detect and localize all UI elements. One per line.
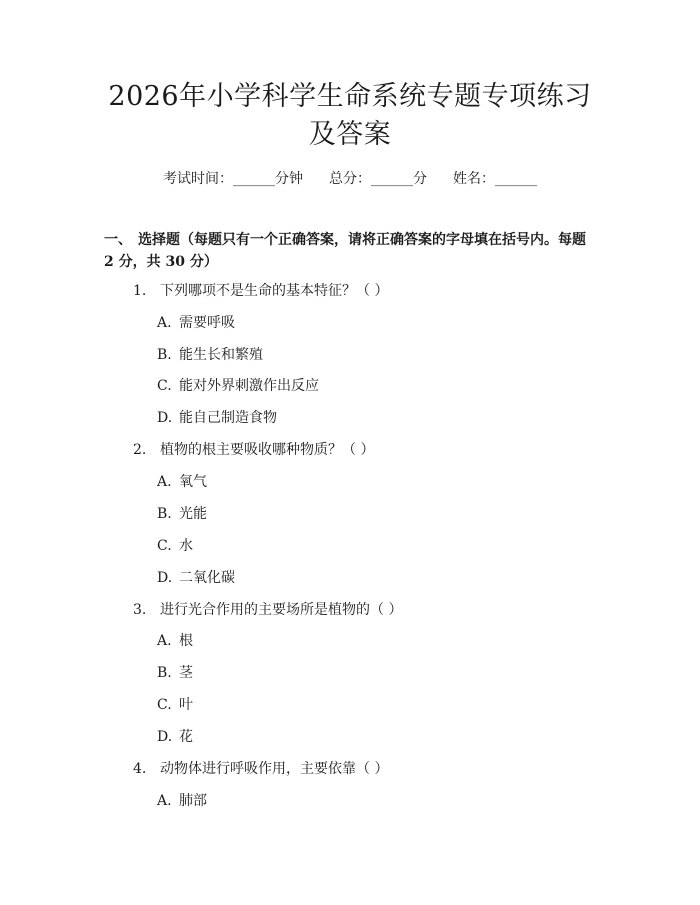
option-letter: C. xyxy=(157,697,172,713)
option-text: 根 xyxy=(179,633,193,649)
option-text: 水 xyxy=(179,538,193,554)
question-3-option-a xyxy=(157,631,193,651)
exam-meta xyxy=(0,169,700,189)
question-1-option-b xyxy=(157,345,263,365)
section-heading xyxy=(104,229,599,273)
question-text: 动物体进行呼吸作用，主要依靠（ ） xyxy=(160,761,389,777)
option-text: 能对外界刺激作出反应 xyxy=(179,378,319,394)
question-2-option-d xyxy=(157,568,235,588)
option-text: 能生长和繁殖 xyxy=(179,347,263,363)
option-letter: B. xyxy=(157,665,172,681)
option-letter: D. xyxy=(157,570,173,586)
question-text: 进行光合作用的主要场所是植物的（ ） xyxy=(160,602,403,618)
option-text: 茎 xyxy=(179,665,193,681)
question-1 xyxy=(133,281,388,301)
question-text: 植物的根主要吸收哪种物质？（ ） xyxy=(160,442,375,458)
question-2-option-b xyxy=(157,504,207,524)
option-text: 叶 xyxy=(179,697,193,713)
option-text: 氧气 xyxy=(179,474,207,490)
option-letter: B. xyxy=(157,347,172,363)
option-letter: D. xyxy=(157,729,173,745)
question-number: 2. xyxy=(133,442,147,458)
question-3-option-c xyxy=(157,695,193,715)
question-number: 4. xyxy=(133,761,147,777)
option-text: 需要呼吸 xyxy=(179,315,235,331)
option-letter: B. xyxy=(157,506,172,522)
option-text: 光能 xyxy=(179,506,207,522)
question-1-option-a xyxy=(157,313,235,333)
question-number: 3. xyxy=(133,602,147,618)
page-title: 2026年小学科学生命系统专题专项练习及答案 xyxy=(108,81,592,150)
question-1-option-c xyxy=(157,376,319,396)
question-4 xyxy=(133,759,388,779)
option-letter: A. xyxy=(157,315,172,331)
exam-time-field: 考试时间：______分钟 xyxy=(163,171,303,187)
question-1-option-d xyxy=(157,408,277,428)
question-3 xyxy=(133,600,402,620)
option-letter: A. xyxy=(157,793,172,809)
question-2-option-c xyxy=(157,536,193,556)
question-3-option-d xyxy=(157,727,193,747)
question-4-option-a xyxy=(157,791,207,811)
student-name-field: 姓名：______ xyxy=(453,171,537,187)
option-letter: C. xyxy=(157,378,172,394)
option-text: 能自己制造食物 xyxy=(179,410,277,426)
option-letter: C. xyxy=(157,538,172,554)
total-score-field: 总分：______分 xyxy=(329,171,427,187)
option-text: 二氧化碳 xyxy=(179,570,235,586)
option-letter: A. xyxy=(157,633,172,649)
question-text: 下列哪项不是生命的基本特征？（ ） xyxy=(160,283,389,299)
section-number: 一、 xyxy=(104,232,132,248)
option-text: 花 xyxy=(179,729,193,745)
option-letter: D. xyxy=(157,410,173,426)
question-number: 1. xyxy=(133,283,147,299)
option-letter: A. xyxy=(157,474,172,490)
question-3-option-b xyxy=(157,663,193,683)
section-instructions: 选择题（每题只有一个正确答案，请将正确答案的字母填在括号内。每题 2 分，共 30 分） xyxy=(104,232,586,270)
question-2-option-a xyxy=(157,472,207,492)
option-text: 肺部 xyxy=(179,793,207,809)
question-2 xyxy=(133,440,374,460)
